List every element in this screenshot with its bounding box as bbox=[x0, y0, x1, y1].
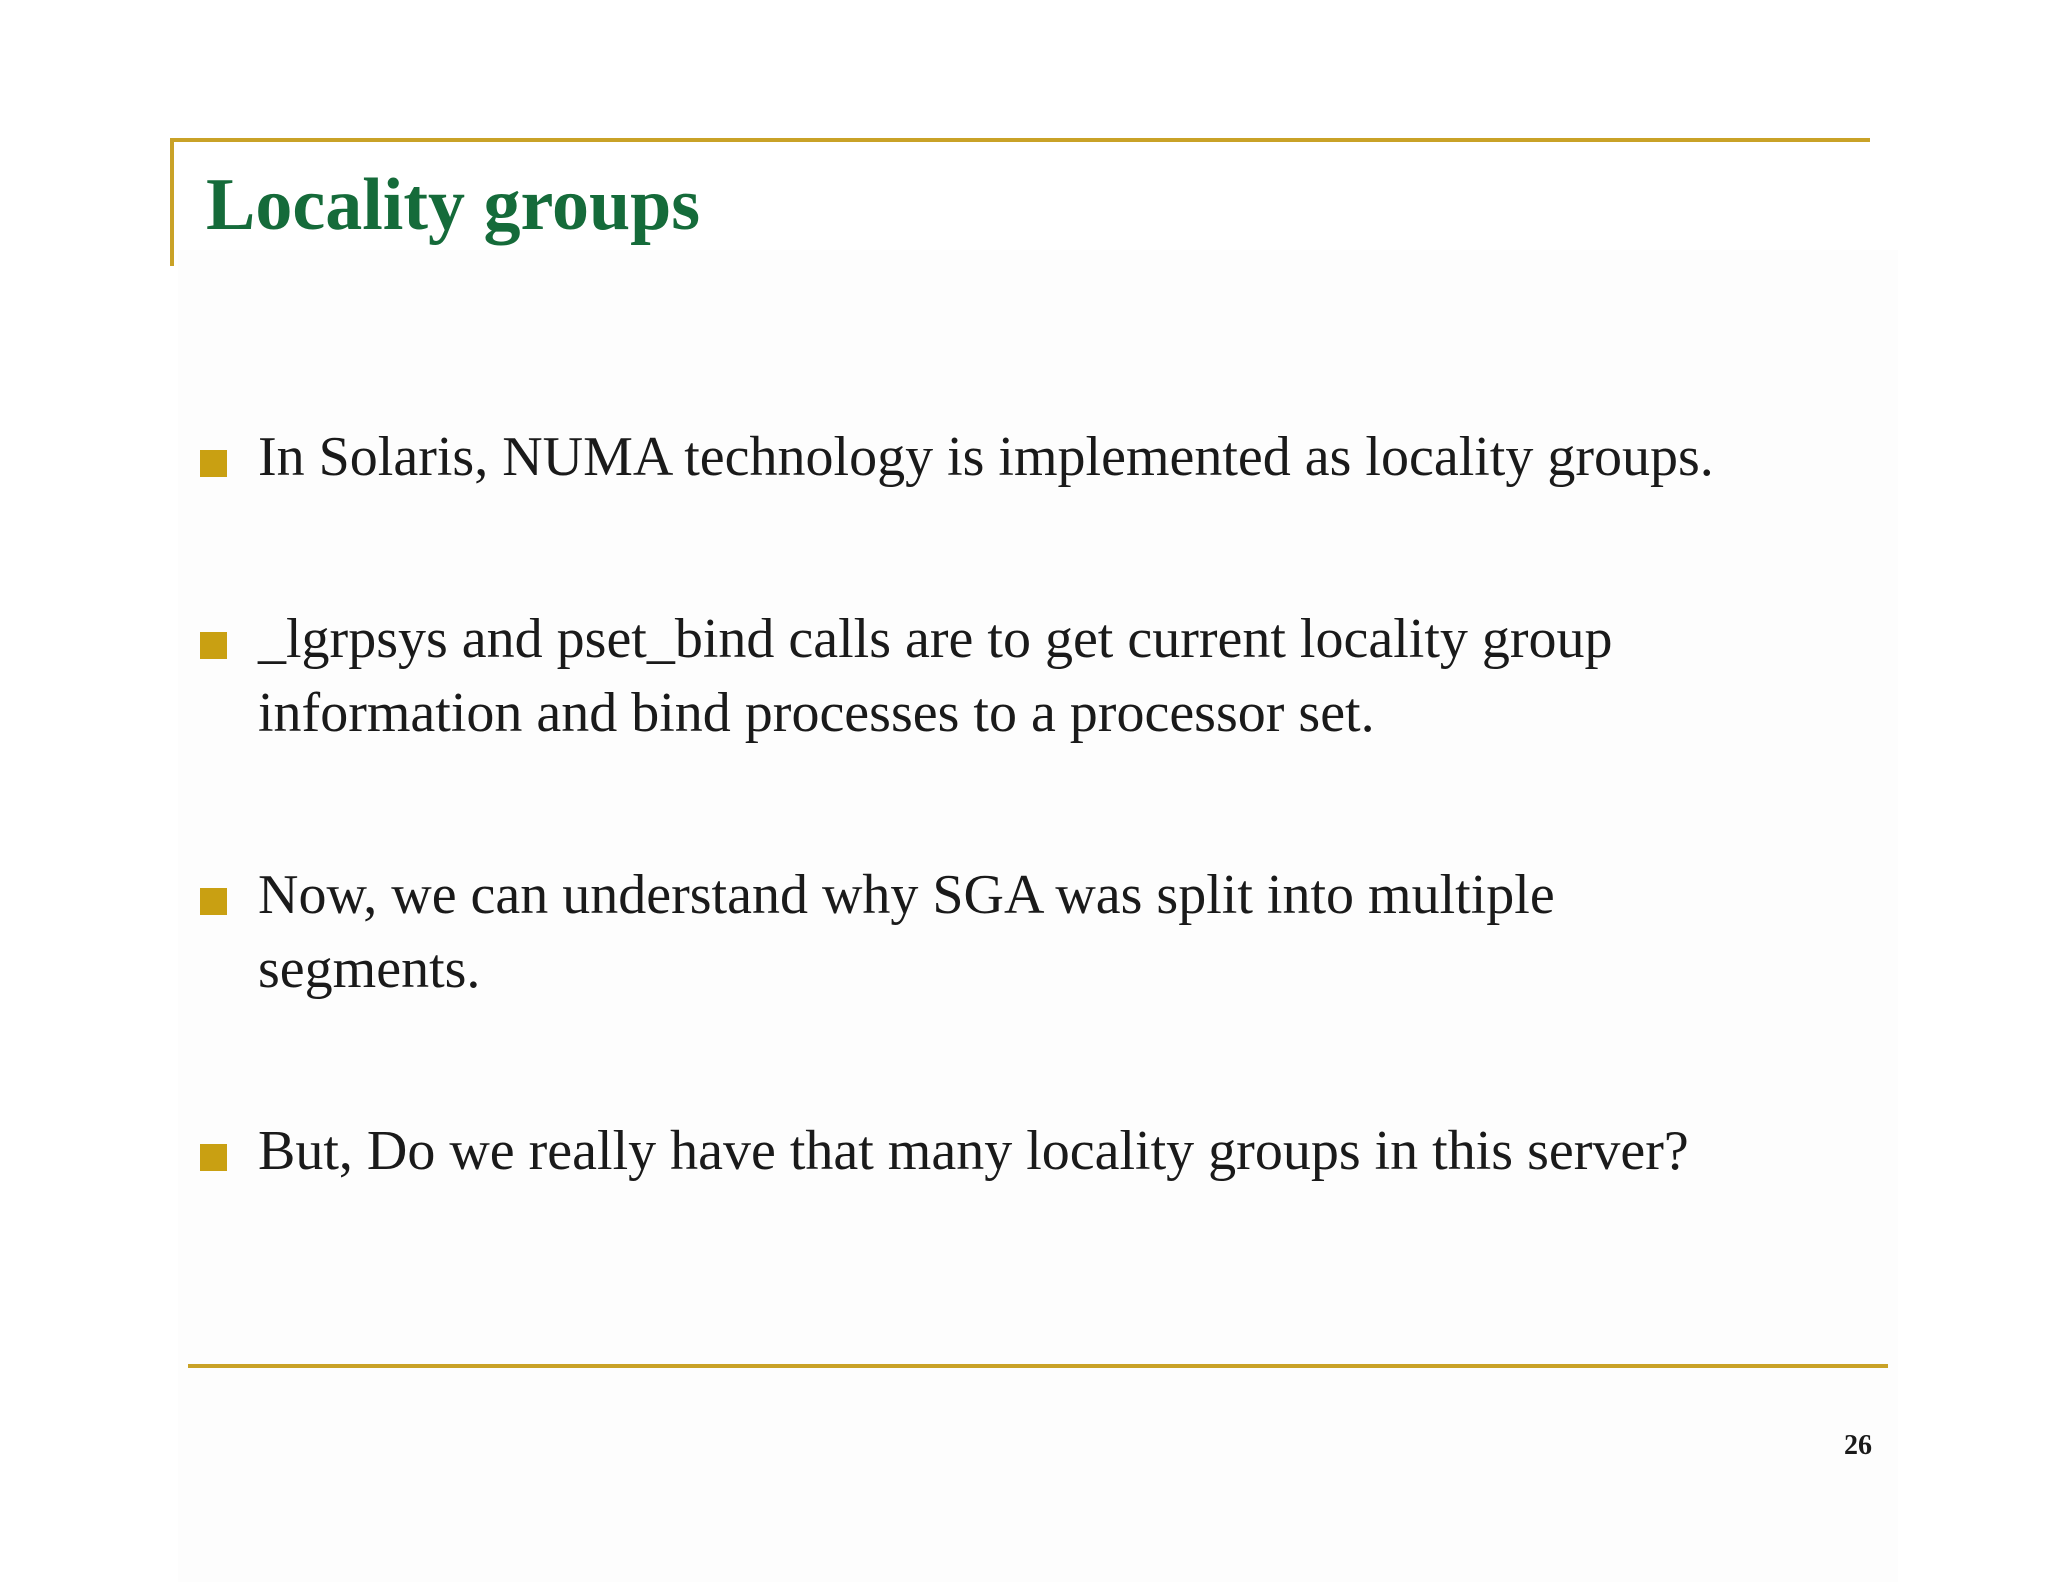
square-bullet-icon bbox=[200, 1144, 227, 1171]
square-bullet-icon bbox=[200, 888, 227, 915]
bullet-text: Now, we can understand why SGA was split into multiple segments. bbox=[258, 864, 1555, 1000]
footer-rule bbox=[188, 1364, 1888, 1368]
slide-title: Locality groups bbox=[206, 164, 701, 246]
title-left-rule bbox=[170, 138, 174, 266]
bullet-item bbox=[200, 420, 1880, 494]
bullet-text: _lgrpsys and pset_bind calls are to get current locality group information and bind processes to a processor set. bbox=[258, 608, 1613, 744]
square-bullet-icon bbox=[200, 450, 227, 477]
bullet-item bbox=[200, 602, 1740, 750]
title-top-rule bbox=[170, 138, 1870, 142]
page-number: 26 bbox=[1844, 1430, 1872, 1461]
square-bullet-icon bbox=[200, 632, 227, 659]
bullet-item bbox=[200, 858, 1720, 1006]
bullet-item bbox=[200, 1114, 1880, 1188]
bullet-text: But, Do we really have that many locality groups in this server? bbox=[258, 1120, 1689, 1182]
bullet-text: In Solaris, NUMA technology is implemented as locality groups. bbox=[258, 426, 1714, 488]
